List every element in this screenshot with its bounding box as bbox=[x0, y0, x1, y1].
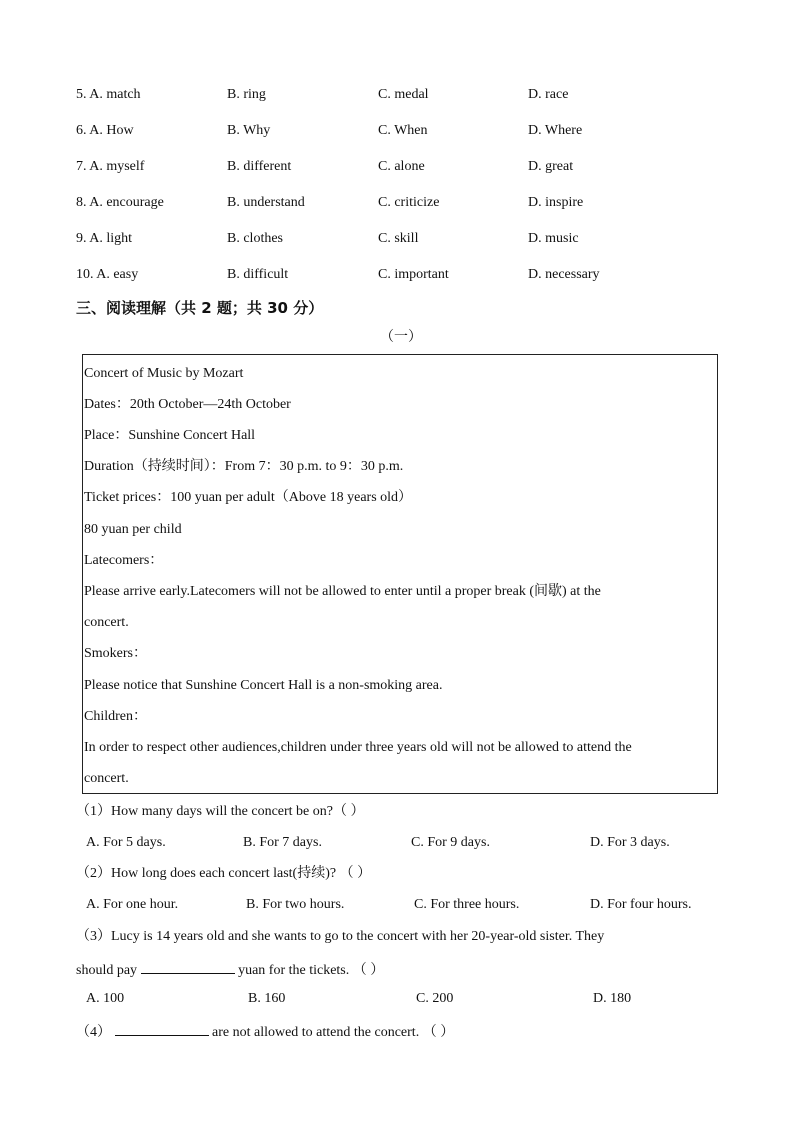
notice-child-price: 80 yuan per child bbox=[84, 522, 182, 537]
option-a: 6. A. How bbox=[76, 123, 134, 138]
q1-option-d: D. For 3 days. bbox=[590, 835, 670, 850]
question-1-stem: （1）How many days will the concert be on?（ ） bbox=[76, 804, 365, 819]
notice-place: Place：Sunshine Concert Hall bbox=[84, 428, 256, 443]
option-a: 10. A. easy bbox=[76, 267, 139, 282]
q1-option-c: C. For 9 days. bbox=[411, 835, 490, 850]
notice-latecomers-heading: Latecomers： bbox=[84, 553, 164, 568]
notice-children-text: In order to respect other audiences,children under three years old will not be allowed to attend the bbox=[84, 740, 632, 755]
option-d: D. Where bbox=[528, 123, 583, 138]
option-row bbox=[76, 86, 716, 104]
option-c: C. alone bbox=[378, 159, 425, 174]
option-d: D. great bbox=[528, 159, 574, 174]
q3-stem-pre: should pay bbox=[76, 963, 138, 978]
option-b: B. ring bbox=[227, 87, 266, 102]
section-title: 三、阅读理解（共 2 题；共 30 分） bbox=[76, 299, 324, 317]
notice-children-text-cont: concert. bbox=[84, 771, 129, 786]
option-b: B. understand bbox=[227, 195, 305, 210]
option-c: C. criticize bbox=[378, 195, 440, 210]
option-row bbox=[76, 194, 716, 212]
concert-notice-box bbox=[82, 354, 718, 794]
notice-title: Concert of Music by Mozart bbox=[84, 366, 244, 381]
q1-option-b: B. For 7 days. bbox=[243, 835, 322, 850]
q1-option-a: A. For 5 days. bbox=[86, 835, 166, 850]
option-a: 8. A. encourage bbox=[76, 195, 164, 210]
notice-smokers-heading: Smokers： bbox=[84, 646, 147, 661]
q4-answer-blank[interactable] bbox=[115, 1021, 209, 1036]
option-b: B. Why bbox=[227, 123, 271, 138]
q2-option-b: B. For two hours. bbox=[246, 897, 345, 912]
notice-latecomers-text: Please arrive early.Latecomers will not be allowed to enter until a proper break (间歇) at the bbox=[84, 584, 601, 599]
option-c: C. skill bbox=[378, 231, 419, 246]
notice-dates: Dates：20th October—24th October bbox=[84, 397, 291, 412]
option-a: 5. A. match bbox=[76, 87, 141, 102]
q2-option-a: A. For one hour. bbox=[86, 897, 179, 912]
option-d: D. music bbox=[528, 231, 579, 246]
q4-stem-post: are not allowed to attend the concert. （ ） bbox=[212, 1025, 455, 1040]
question-3-stem-line2 bbox=[76, 959, 384, 980]
question-4-stem bbox=[76, 1021, 454, 1042]
option-b: B. difficult bbox=[227, 267, 289, 282]
option-a: 7. A. myself bbox=[76, 159, 145, 174]
q3-option-c: C. 200 bbox=[416, 991, 454, 1006]
passage-number: （一） bbox=[380, 329, 422, 345]
q3-option-a: A. 100 bbox=[86, 991, 125, 1006]
q2-option-c: C. For three hours. bbox=[414, 897, 520, 912]
q3-stem-post: yuan for the tickets. （ ） bbox=[238, 963, 385, 978]
q3-answer-blank[interactable] bbox=[141, 959, 235, 974]
option-row bbox=[76, 230, 716, 248]
notice-smokers-text: Please notice that Sunshine Concert Hall is a non-smoking area. bbox=[84, 678, 443, 693]
option-row bbox=[76, 158, 716, 176]
option-c: C. medal bbox=[378, 87, 429, 102]
option-c: C. When bbox=[378, 123, 428, 138]
q3-option-b: B. 160 bbox=[248, 991, 286, 1006]
question-3-stem-line1: （3）Lucy is 14 years old and she wants to go to the concert with her 20-year-old sister. They bbox=[76, 929, 605, 944]
notice-ticket-prices: Ticket prices：100 yuan per adult（Above 18 years old） bbox=[84, 490, 413, 505]
q4-stem-pre: （4） bbox=[76, 1025, 111, 1040]
option-b: B. different bbox=[227, 159, 292, 174]
question-2-stem: （2）How long does each concert last(持续)? （ ） bbox=[76, 866, 372, 881]
notice-latecomers-text-cont: concert. bbox=[84, 615, 129, 630]
notice-duration: Duration（持续时间）：From 7：30 p.m. to 9：30 p.m. bbox=[84, 459, 404, 474]
option-d: D. inspire bbox=[528, 195, 584, 210]
option-row bbox=[76, 266, 716, 284]
option-c: C. important bbox=[378, 267, 449, 282]
notice-children-heading: Children： bbox=[84, 709, 147, 724]
option-b: B. clothes bbox=[227, 231, 283, 246]
q2-option-d: D. For four hours. bbox=[590, 897, 692, 912]
option-a: 9. A. light bbox=[76, 231, 133, 246]
option-row bbox=[76, 122, 716, 140]
option-d: D. race bbox=[528, 87, 569, 102]
q3-option-d: D. 180 bbox=[593, 991, 632, 1006]
option-d: D. necessary bbox=[528, 267, 600, 282]
